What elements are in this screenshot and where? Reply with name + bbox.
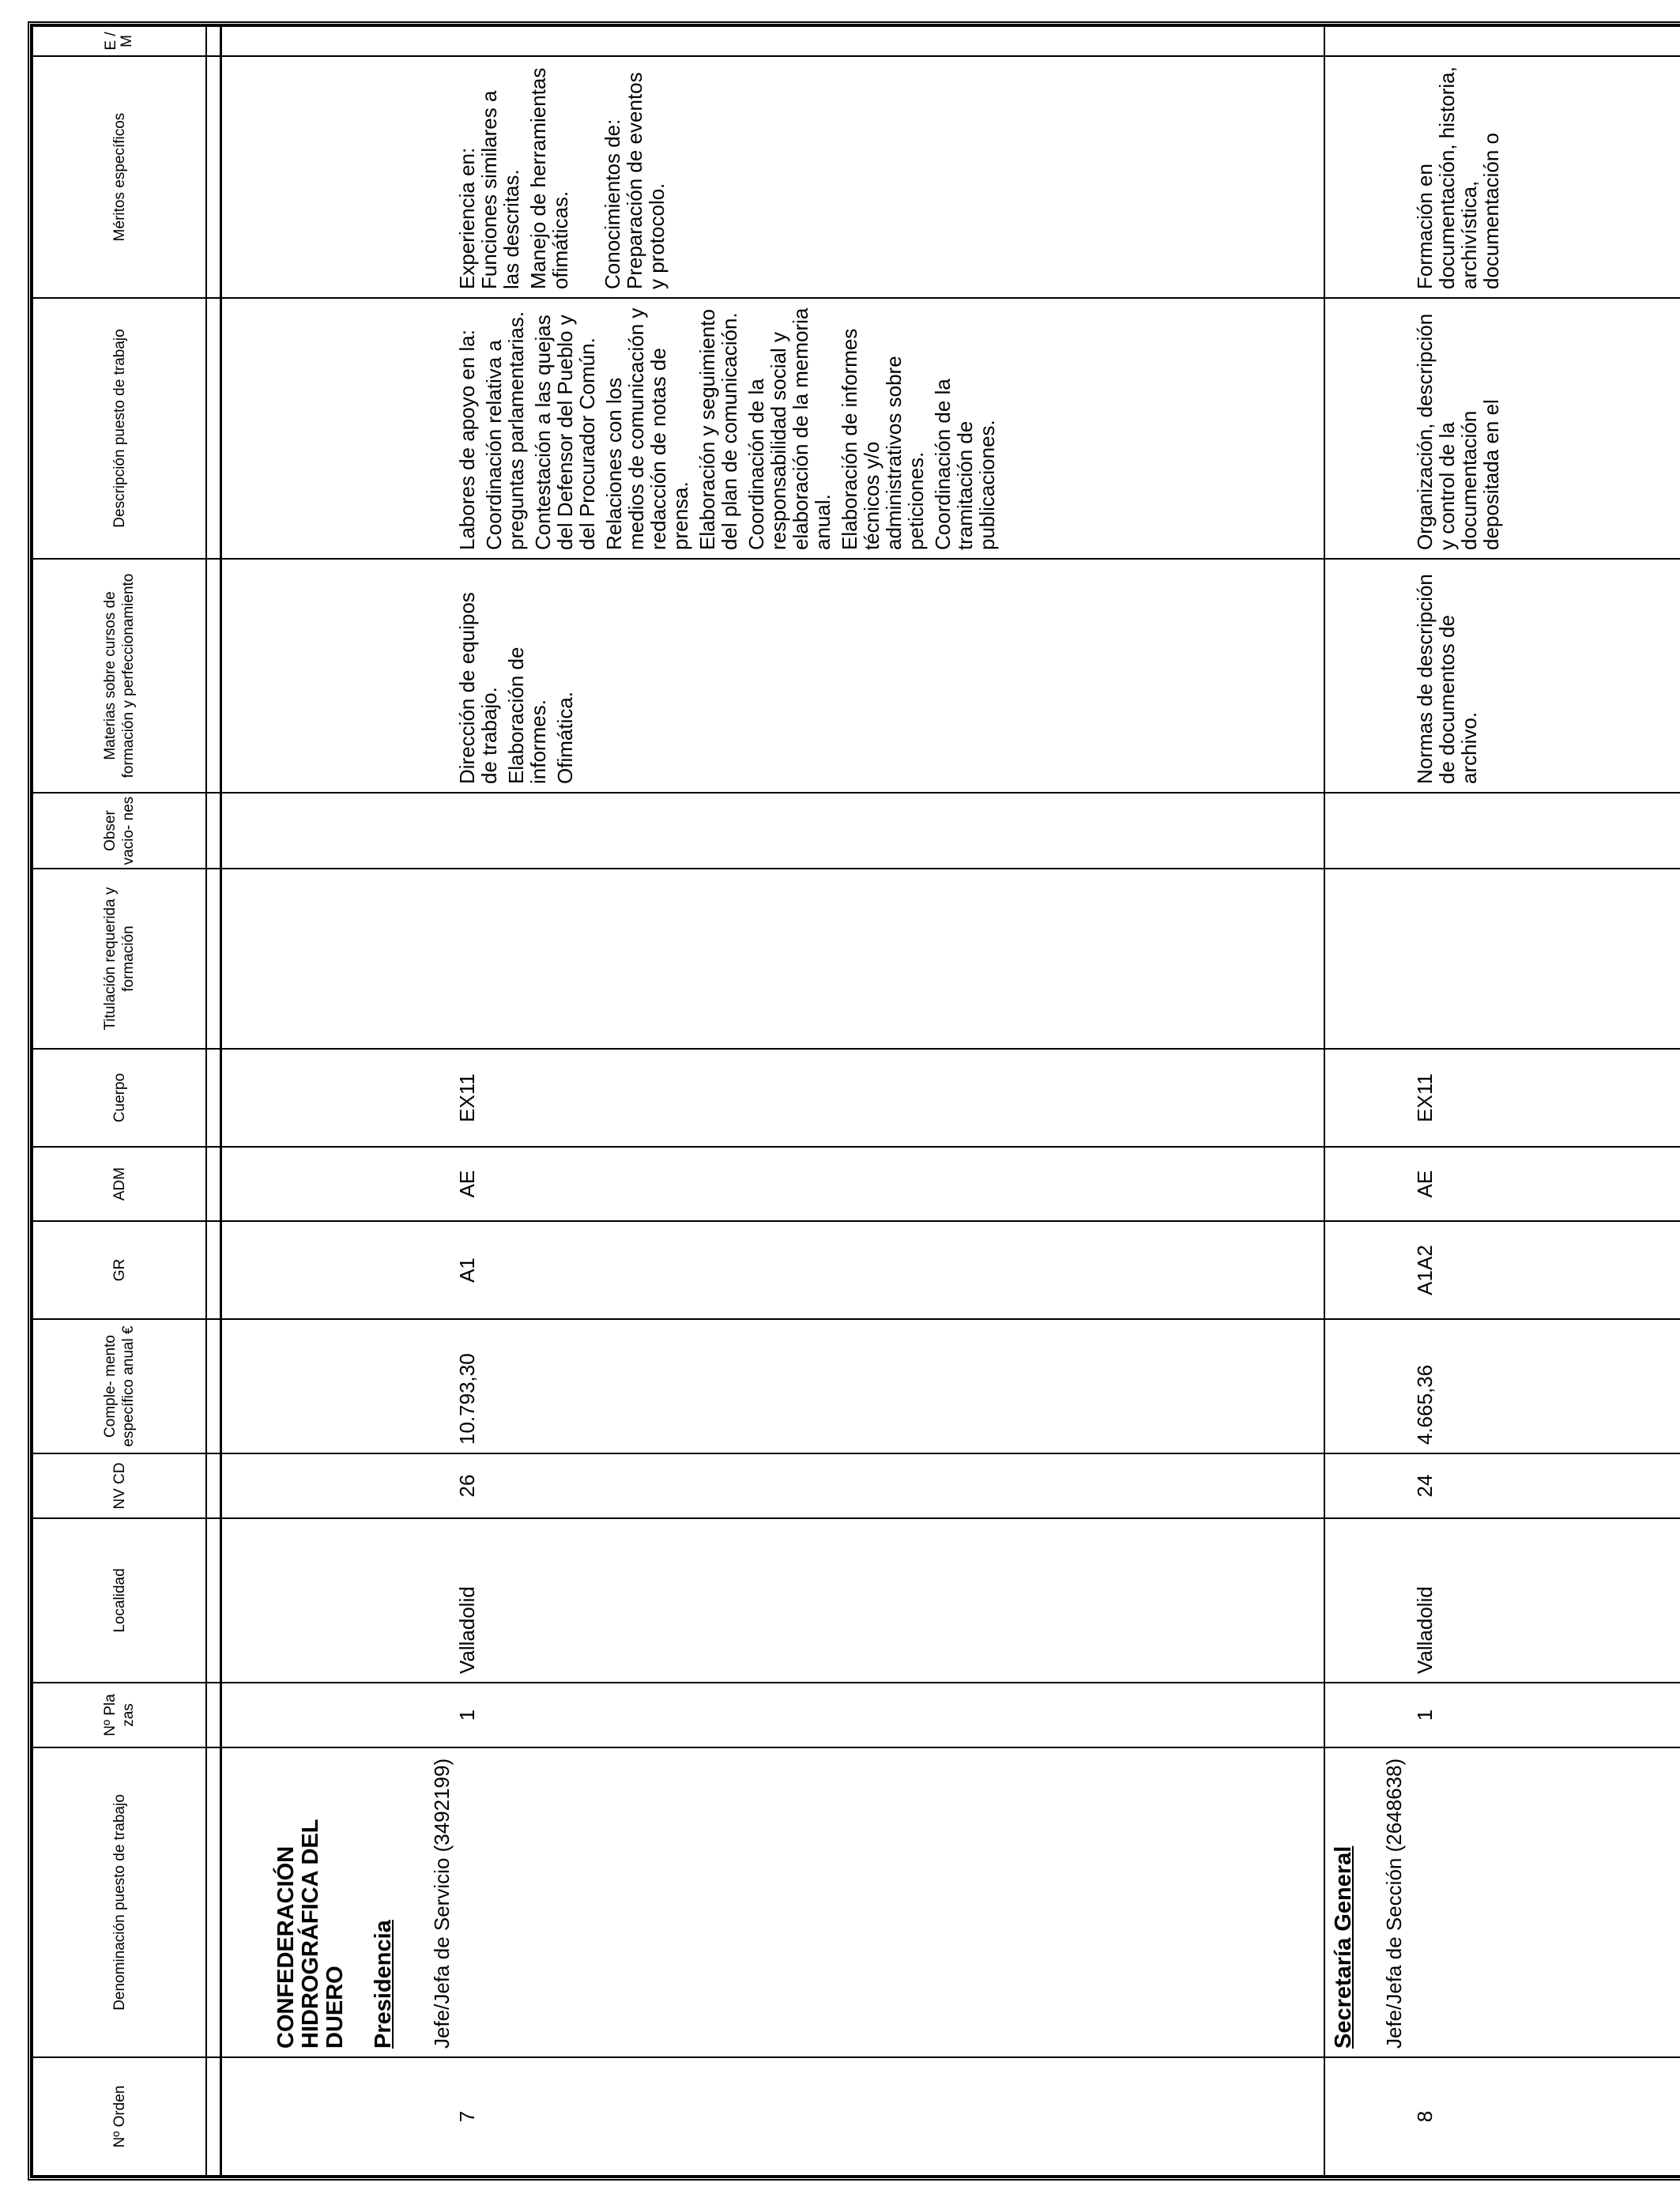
descripcion-item: Contestación a las quejas del Defensor del Pueblo y del Procurador Común. <box>531 315 599 550</box>
nvcd-value: 24 <box>1413 1474 1437 1498</box>
descripcion-item: Coordinación relativa a preguntas parlamentarias. <box>482 311 528 550</box>
meritos-cell <box>1324 56 1680 298</box>
cuerpo-value: EX11 <box>455 1073 479 1122</box>
gr-cell <box>221 1221 1325 1319</box>
plazas-value: 1 <box>455 1709 479 1721</box>
orden-cell <box>1324 2057 1680 2176</box>
merito-item: Experiencia en: <box>455 147 479 289</box>
complemento-cell <box>221 1319 1325 1453</box>
gr-value: A1 <box>455 1257 479 1283</box>
header-cuerpo: Cuerpo <box>32 1049 206 1147</box>
descripcion-item: Coordinación de la responsabilidad social y elaboración de la memoria anual. <box>744 307 834 550</box>
localidad-cell <box>1324 1518 1680 1683</box>
header-denominacion: Denominación puesto de trabajo <box>32 1747 206 2057</box>
meritos-cell <box>221 56 1325 298</box>
merito-item: Funciones similares a las descritas. <box>477 90 523 289</box>
cuerpo-cell <box>1324 1049 1680 1147</box>
unit-title: Presidencia <box>371 1920 396 2049</box>
adm-cell <box>1324 1147 1680 1221</box>
table-row <box>1324 26 1680 2176</box>
nvcd-value: 26 <box>455 1474 479 1498</box>
position-name: Jefe/Jefa de Sección (2648638) <box>1382 1758 1406 2049</box>
cuerpo-value: EX11 <box>1413 1073 1437 1122</box>
em-cell <box>221 26 1325 56</box>
header-gr: GR <box>32 1221 206 1319</box>
materias-cell <box>1324 559 1680 793</box>
localidad-value: Valladolid <box>1413 1586 1437 1674</box>
job-positions-table <box>32 25 1680 2177</box>
unit-title: Secretaría General <box>1331 1845 1356 2049</box>
header-plazas: Nº Pla zas <box>32 1683 206 1747</box>
descripcion-cell <box>1324 298 1680 559</box>
descripcion-item: Labores de apoyo en la: <box>455 330 479 550</box>
denominacion-cell <box>221 1747 1325 2057</box>
materia-item: Dirección de equipos de trabajo. <box>455 592 501 784</box>
denominacion-cell <box>1324 1747 1680 2057</box>
complemento-value: 10.793,30 <box>455 1353 479 1445</box>
em-cell <box>1324 26 1680 56</box>
localidad-value: Valladolid <box>455 1586 479 1674</box>
nvcd-cell <box>1324 1453 1680 1518</box>
materia-item: Elaboración de informes. <box>504 647 550 784</box>
observaciones-cell <box>221 793 1325 869</box>
table-row <box>221 26 1325 2176</box>
header-row <box>32 26 206 2176</box>
complemento-value: 4.665,36 <box>1413 1364 1437 1445</box>
plazas-cell <box>221 1683 1325 1747</box>
descripcion-item: Relaciones con los medios de comunicación y redacción de notas de prensa. <box>602 307 692 550</box>
titulacion-cell <box>1324 869 1680 1049</box>
gr-cell <box>1324 1221 1680 1319</box>
header-adm: ADM <box>32 1147 206 1221</box>
materia-item: Ofimática. <box>553 691 577 784</box>
materias-cell <box>221 559 1325 793</box>
header-localidad: Localidad <box>32 1518 206 1683</box>
observaciones-cell <box>1324 793 1680 869</box>
descripcion-item: Elaboración y seguimiento del plan de comunicación. <box>695 309 741 550</box>
materia-item: Normas de descripción de documentos de archivo. <box>1413 574 1481 784</box>
organization-title: CONFEDERACIÓN HIDROGRÁFICA DEL DUERO <box>273 1819 348 2049</box>
header-complemento: Comple- mento específico anual € <box>32 1319 206 1453</box>
orden-value: 8 <box>1413 2110 1437 2123</box>
orden-cell <box>221 2057 1325 2176</box>
header-nvcd: NV CD <box>32 1453 206 1518</box>
orden-value: 7 <box>455 2110 479 2123</box>
merito-item: Conocimientos de: <box>601 119 624 289</box>
nvcd-cell <box>221 1453 1325 1518</box>
complemento-cell <box>1324 1319 1680 1453</box>
header-orden: Nº Orden <box>32 2057 206 2176</box>
merito-item: Preparación de eventos y protocolo. <box>623 72 669 289</box>
plazas-cell <box>1324 1683 1680 1747</box>
merito-item: Manejo de herramientas ofimáticas. <box>526 67 572 289</box>
localidad-cell <box>221 1518 1325 1683</box>
adm-value: AE <box>1413 1170 1437 1198</box>
adm-value: AE <box>455 1170 479 1198</box>
header-observaciones: Obser vacio- nes <box>32 793 206 869</box>
plazas-value: 1 <box>1413 1709 1437 1721</box>
header-em: E / M <box>32 26 206 56</box>
spacer-row <box>206 26 221 2176</box>
descripcion-item: Organización, descripción y control de la documentación depositada en el <box>1413 313 1503 550</box>
descripcion-item: Elaboración de informes técnicos y/o administrativos sobre peticiones. <box>838 328 928 550</box>
header-titulacion: Titulación requerida y formación <box>32 869 206 1049</box>
position-name: Jefe/Jefa de Servicio (3492199) <box>430 1758 454 2049</box>
adm-cell <box>221 1147 1325 1221</box>
header-materias: Materias sobre cursos de formación y perfeccionamiento <box>32 559 206 793</box>
descripcion-cell <box>221 298 1325 559</box>
header-descripcion: Descripción puesto de trabajo <box>32 298 206 559</box>
merito-item: Formación en documentación, historia, archivística, documentación o <box>1413 66 1503 289</box>
cuerpo-cell <box>221 1049 1325 1147</box>
rotated-page <box>32 27 1503 2177</box>
titulacion-cell <box>221 869 1325 1049</box>
gr-value: A1A2 <box>1413 1245 1437 1295</box>
header-meritos: Méritos específicos <box>32 56 206 298</box>
descripcion-item: Coordinación de la tramitación de publicaciones. <box>931 379 999 550</box>
